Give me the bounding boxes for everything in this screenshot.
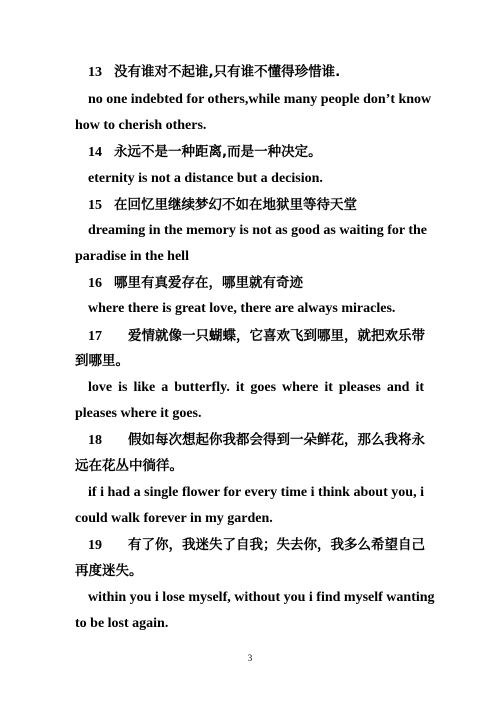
entry-15-chinese: [88, 195, 357, 216]
chinese-text: 爱情就像一只蝴蝶，它喜欢飞到哪里，就把欢乐带: [128, 328, 425, 344]
entry-19-english-line-1: within you i lose myself, without you i find myself wanting: [88, 590, 435, 605]
entry-17-english-line-1: love is like a butterfly. it goes where it pleases and it: [88, 380, 424, 395]
chinese-text: 有了你，我迷失了自我；失去你，我多么希望自己: [128, 537, 425, 553]
entry-18-english-line-1: if i had a single flower for every time i think about you, i: [88, 485, 424, 500]
entry-15-english-line-1: dreaming in the memory is not as good as waiting for the: [88, 223, 427, 238]
entry-19-chinese-line-1: [88, 535, 424, 556]
entry-18-chinese-line-2: 远在花丛中徜徉。: [75, 458, 183, 474]
entry-17-chinese-line-1: [88, 326, 424, 347]
entry-14-english-line-1: eternity is not a distance but a decision.: [88, 171, 323, 186]
entry-number: 14: [88, 145, 102, 160]
entry-13-chinese: [88, 62, 340, 83]
chinese-text: 在回忆里继续梦幻不如在地狱里等待天堂: [114, 197, 357, 213]
entry-number: 19: [88, 538, 102, 553]
entry-19-english-line-2: to be lost again.: [75, 616, 169, 631]
entry-number: 18: [88, 433, 102, 448]
entry-19-chinese-line-2: 再度迷失。: [75, 563, 143, 579]
entry-13-english-line-2: how to cherish others.: [75, 118, 207, 133]
chinese-text: 永远不是一种距离,而是一种决定。: [114, 144, 322, 160]
chinese-text: 哪里有真爱存在，哪里就有奇迹: [114, 275, 303, 291]
entry-17-chinese-line-2: 到哪里。: [75, 353, 129, 369]
entry-number: 16: [88, 276, 102, 291]
entry-number: 13: [88, 65, 102, 80]
entry-17-english-line-2: pleases where it goes.: [75, 406, 202, 421]
entry-16-chinese: [88, 273, 303, 294]
chinese-text: 没有谁对不起谁,只有谁不懂得珍惜谁.: [114, 64, 341, 80]
entry-18-chinese-line-1: [88, 430, 424, 451]
entry-15-english-line-2: paradise in the hell: [75, 249, 189, 264]
entry-number: 17: [88, 329, 102, 344]
entry-number: 15: [88, 198, 102, 213]
page-number: 3: [247, 653, 253, 663]
entry-13-english-line-1: no one indebted for others,while many people don’t know: [88, 92, 432, 107]
entry-14-chinese: [88, 142, 322, 163]
chinese-text: 假如每次想起你我都会得到一朵鲜花，那么我将永: [128, 432, 425, 448]
entry-18-english-line-2: could walk forever in my garden.: [75, 511, 273, 526]
entry-16-english-line-1: where there is great love, there are always miracles.: [88, 301, 396, 316]
